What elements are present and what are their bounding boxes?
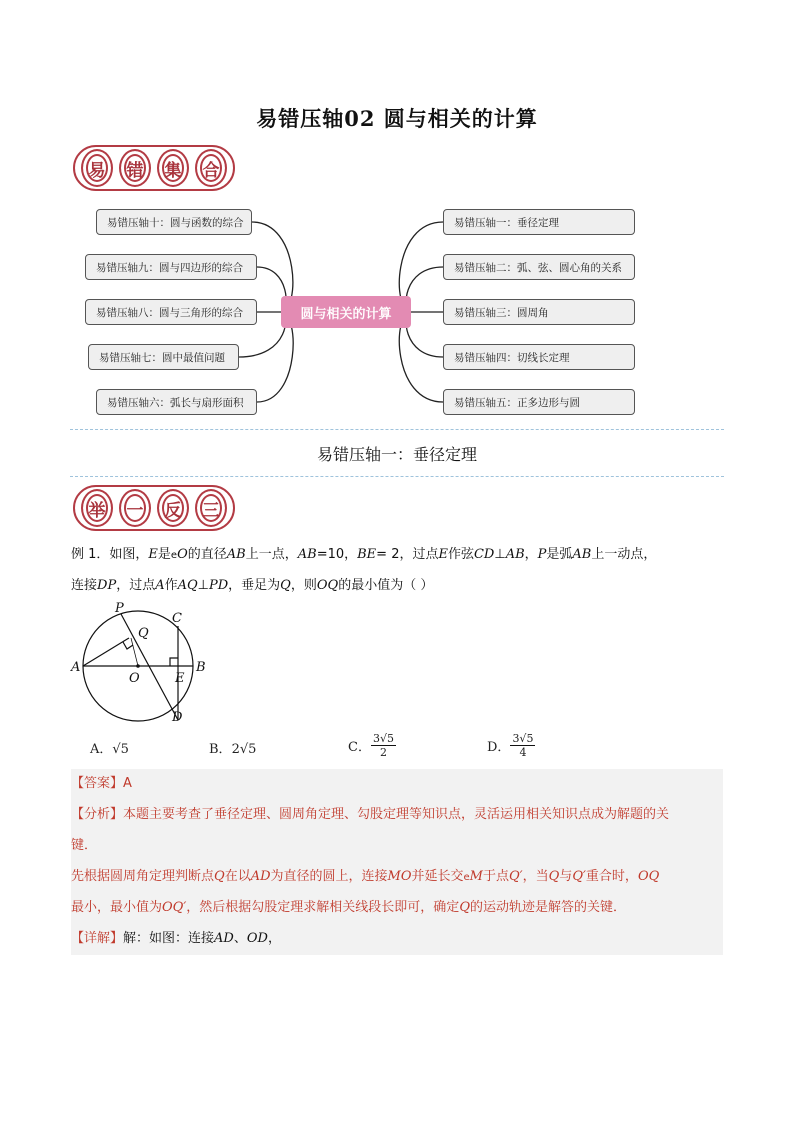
banner-examples (73, 485, 235, 531)
mindmap-node-left: 易错压轴十：圆与函数的综合 (96, 209, 252, 235)
right-angle-e (170, 658, 178, 666)
banner-char: 集 (157, 149, 189, 187)
line-pd (121, 614, 178, 720)
mindmap-node-right: 易错压轴三：圆周角 (443, 299, 635, 325)
option-d: D． $\frac{3√5}{4}$ (487, 732, 534, 759)
mindmap-center: 圆与相关的计算 (281, 296, 411, 328)
section-title: 易错压轴一：垂径定理 (316, 445, 477, 464)
right-angle-q (123, 642, 133, 649)
option-a: A．√5 (90, 742, 129, 757)
connector-line (406, 312, 443, 357)
line-aq (83, 638, 129, 666)
banner-char: 反 (157, 489, 189, 527)
page-title: 易错压轴02 圆与相关的计算 (256, 106, 538, 131)
banner-char: 错 (119, 149, 151, 187)
label-b: B (196, 660, 206, 675)
banner-char: 三 (195, 489, 227, 527)
divider (70, 429, 724, 430)
analysis-line1: 【分析】本题主要考查了垂径定理、圆周角定理、勾股定理等知识点，灵活运用相关知识点成为解题的关 (71, 807, 670, 822)
connector-line (406, 267, 443, 312)
label-c: C (172, 611, 182, 626)
banner-char: 一 (119, 489, 151, 527)
banner-char: 举 (81, 489, 113, 527)
mindmap-node-left: 易错压轴八：圆与三角形的综合 (85, 299, 257, 325)
mindmap-node-left: 易错压轴九：圆与四边形的综合 (85, 254, 257, 280)
label-d: D (172, 710, 183, 725)
analysis-line2: 键． (71, 838, 98, 853)
mindmap-node-left: 易错压轴六：弧长与扇形面积 (96, 389, 257, 415)
mindmap-node-right: 易错压轴一：垂径定理 (443, 209, 635, 235)
analysis-line4: 最小，最小值为OQ′，然后根据勾股定理求解相关线段长即可，确定Q的运动轨迹是解答的关键． (71, 900, 626, 915)
detail-line: 【详解】解：如图：连接AD、OD， (71, 931, 281, 946)
label-q: Q (138, 626, 149, 641)
divider (70, 476, 724, 477)
label-p: P (115, 601, 124, 616)
answer-line: 【答案】A (71, 776, 132, 791)
mindmap-node-right: 易错压轴五：正多边形与圆 (443, 389, 635, 415)
label-a: A (71, 660, 81, 675)
banner-char: 合 (195, 149, 227, 187)
geometry-figure (68, 600, 218, 728)
banner-char: 易 (81, 149, 113, 187)
option-c: C． $\frac{3√5}{2}$ (348, 732, 394, 759)
analysis-line3: 先根据圆周角定理判断点Q在以AD为直径的圆上，连接MO并延长交eM于点Q′，当Q与Q′重合时，OQ (71, 869, 660, 884)
example-question-line1: 例 1．如图，E是eO的直径AB上一点，AB=10，BE= 2，过点E作弦CD⊥AB，P是弧AB上一动点， (71, 547, 657, 562)
mindmap-node-right: 易错压轴二：弧、弦、圆心角的关系 (443, 254, 635, 280)
mindmap-node-right: 易错压轴四：切线长定理 (443, 344, 635, 370)
label-e: E (175, 671, 185, 686)
example-question-line2: 连接DP，过点A作AQ⊥PD，垂足为Q，则OQ的最小值为（ ） (71, 578, 434, 593)
option-b: B．2√5 (209, 742, 257, 757)
mindmap-node-left: 易错压轴七：圆中最值问题 (88, 344, 239, 370)
label-o: O (129, 671, 140, 686)
